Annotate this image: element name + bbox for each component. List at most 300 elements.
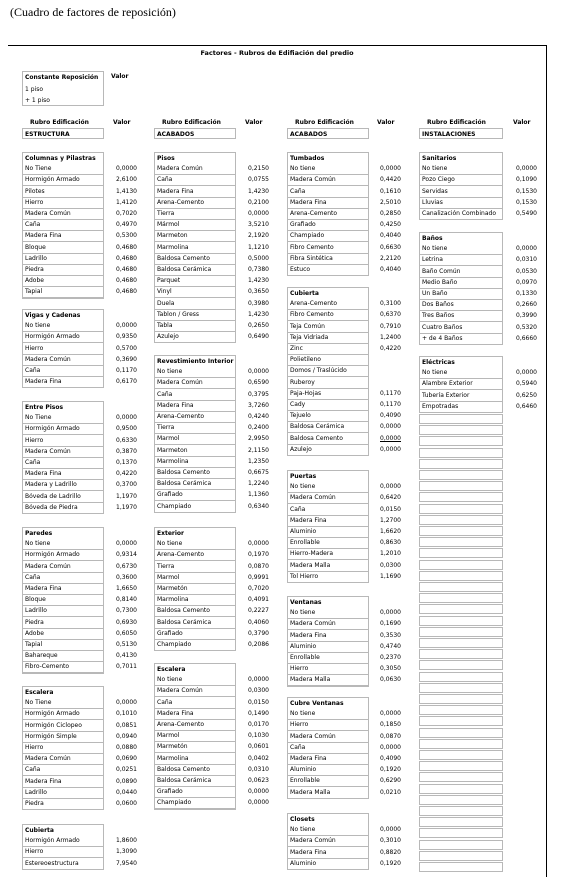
factor-value: 0,4240	[248, 413, 269, 420]
factor-value: 0,4040	[380, 266, 401, 273]
factor-name: Empotradas	[422, 403, 459, 410]
factor-value: 0,0170	[248, 721, 269, 728]
factor-row	[288, 411, 368, 422]
factor-name: Caña	[25, 766, 41, 773]
factor-row	[23, 765, 103, 776]
factor-row	[155, 446, 235, 457]
factor-name: Bóveda de Piedra	[25, 504, 78, 511]
factor-row	[288, 445, 368, 456]
empty-cell	[419, 840, 503, 850]
factor-value: 0,4740	[380, 643, 401, 650]
factor-value: 0,0310	[516, 256, 537, 263]
factor-value: 0,2227	[248, 607, 269, 614]
factor-name: Madera Común	[290, 494, 336, 501]
factor-name: Ladrillo	[25, 255, 47, 262]
factor-row	[155, 798, 235, 809]
factor-row	[155, 618, 235, 629]
factor-row	[23, 243, 103, 254]
factor-row	[155, 310, 235, 321]
factor-name: Madera Fina	[25, 232, 62, 239]
factor-row	[155, 412, 235, 423]
factor-value: 0,7910	[380, 323, 401, 330]
factor-name: No tiene	[25, 322, 51, 329]
factor-value: 0,0000	[380, 165, 401, 172]
factor-row	[288, 549, 368, 560]
section-title: Puertas	[290, 473, 317, 480]
constante-reposicion-box	[22, 71, 104, 106]
factor-value: 1,6650	[116, 585, 137, 592]
factor-value: 0,9991	[248, 574, 269, 581]
factor-name: Hierro	[290, 721, 309, 728]
factor-value: 0,4680	[116, 244, 137, 251]
factor-row	[155, 434, 235, 445]
factor-name: Grafiado	[157, 491, 183, 498]
factor-name: Champiado	[290, 232, 325, 239]
factor-value: 1,1970	[116, 504, 137, 511]
factor-name: Baldosa Cerámica	[157, 266, 212, 273]
factor-value: 0,7011	[116, 663, 137, 670]
factor-value: 0,1920	[380, 766, 401, 773]
factor-row	[288, 344, 368, 355]
factor-row	[155, 479, 235, 490]
empty-cell	[419, 627, 503, 637]
factor-name: Aluminio	[290, 528, 317, 535]
factor-value: 1,2700	[380, 517, 401, 524]
factor-row	[288, 198, 368, 209]
factor-name: Madera Común	[157, 379, 203, 386]
factor-row	[23, 492, 103, 503]
factor-value: 0,0000	[116, 322, 137, 329]
factor-value: 3,7260	[248, 402, 269, 409]
factor-name: Madera Común	[25, 563, 71, 570]
factor-name: Madera Común	[157, 165, 203, 172]
factor-value: 0,6250	[516, 392, 537, 399]
factor-name: Dos Baños	[422, 301, 454, 308]
factor-value: 0,1370	[116, 459, 137, 466]
factor-name: Hormigón Armado	[25, 551, 80, 558]
factor-value: 0,0890	[116, 778, 137, 785]
column-header-rubro: Rubro Edificación	[427, 119, 486, 126]
factor-name: Madera Común	[25, 356, 71, 363]
factor-name: Tierra	[157, 563, 175, 570]
factor-row	[155, 709, 235, 720]
factor-row	[288, 675, 368, 686]
factor-name: Caña	[290, 188, 306, 195]
factor-row	[155, 175, 235, 186]
factor-row	[288, 187, 368, 198]
factor-row	[420, 391, 502, 402]
factor-row	[155, 198, 235, 209]
factor-value: 1,1970	[116, 493, 137, 500]
section-box	[22, 527, 104, 674]
factor-value: 0,3870	[116, 448, 137, 455]
factor-row	[288, 608, 368, 619]
factor-row	[23, 847, 103, 858]
section-title: Cubierta	[290, 290, 319, 297]
factor-value: 1,4130	[116, 188, 137, 195]
factor-value: 0,2850	[380, 210, 401, 217]
factor-value: 7,9540	[116, 860, 137, 867]
factor-row	[155, 550, 235, 561]
factor-value: 0,5940	[516, 380, 537, 387]
factor-row	[155, 765, 235, 776]
factor-value: 1,1210	[248, 244, 269, 251]
factor-row	[155, 254, 235, 265]
factor-value	[369, 354, 401, 365]
factor-value: 0,1920	[380, 860, 401, 867]
section-box	[419, 356, 503, 413]
factor-name: Tabla	[157, 322, 173, 329]
factor-value: 0,1170	[380, 401, 401, 408]
constante-row: + 1 piso	[25, 97, 50, 104]
factor-name: Aluminio	[290, 766, 317, 773]
factor-row	[23, 743, 103, 754]
factor-row	[23, 562, 103, 573]
factor-row	[23, 344, 103, 355]
section-box	[287, 470, 369, 583]
section-box	[287, 813, 369, 870]
factor-row	[23, 651, 103, 662]
factor-value: 0,0600	[116, 800, 137, 807]
section-box	[287, 152, 369, 276]
factor-name: Azulejo	[157, 333, 179, 340]
factor-row	[23, 413, 103, 424]
factor-value: 0,7020	[248, 585, 269, 592]
section-title: Paredes	[25, 530, 53, 537]
factor-value: 0,4220	[116, 470, 137, 477]
factor-value: 0,8140	[116, 596, 137, 603]
factor-name: Marmolina	[157, 244, 189, 251]
factor-row	[23, 187, 103, 198]
factor-name: Madera Malla	[290, 676, 331, 683]
factor-value: 0,0000	[380, 609, 401, 616]
factor-name: Enrollable	[290, 539, 320, 546]
factor-value: 0,6420	[380, 494, 401, 501]
factor-value: 0,9314	[116, 551, 137, 558]
factor-row	[23, 175, 103, 186]
factor-value: 0,0000	[380, 483, 401, 490]
section-title: Columnas y Pilastras	[25, 155, 96, 162]
factor-value: 0,3690	[116, 356, 137, 363]
factor-row	[288, 664, 368, 675]
factor-value: 0,0000	[380, 446, 401, 453]
factor-value: 0,4060	[248, 619, 269, 626]
factor-row	[155, 220, 235, 231]
factor-value: 0,5130	[116, 641, 137, 648]
factor-row	[155, 378, 235, 389]
empty-cell	[419, 470, 503, 480]
section-title: Exterior	[157, 530, 185, 537]
factor-row	[155, 562, 235, 573]
factor-name: Azulejo	[290, 446, 312, 453]
factor-name: Hierro	[25, 437, 44, 444]
factor-row	[288, 572, 368, 583]
factor-value: 0,5300	[116, 232, 137, 239]
factor-value: 0,6340	[248, 503, 269, 510]
factor-name: Tierra	[157, 210, 175, 217]
factor-name: Ruberoy	[290, 379, 315, 386]
factor-name: Baldosa Cerámica	[290, 423, 345, 430]
factor-value: 0,0210	[380, 789, 401, 796]
factor-name: Hormigón Armado	[25, 425, 80, 432]
section-title: Cubre Ventanas	[290, 700, 344, 707]
factor-row	[288, 538, 368, 549]
factor-value: 0,6675	[248, 469, 269, 476]
factor-name: Baldosa Cerámica	[157, 777, 212, 784]
factor-name: Madera Fina	[157, 402, 194, 409]
factor-name: Bloque	[25, 244, 46, 251]
section-box	[154, 152, 236, 343]
factor-row	[288, 482, 368, 493]
factor-name: Medio Baño	[422, 279, 458, 286]
factor-value: 0,0440	[116, 789, 137, 796]
factor-name: Madera Común	[25, 755, 71, 762]
factor-name: Tierra	[157, 424, 175, 431]
factor-value: 2,1920	[248, 232, 269, 239]
factor-row	[420, 289, 502, 300]
factor-row	[155, 490, 235, 501]
section-title: Escalera	[157, 666, 186, 673]
empty-cell	[419, 571, 503, 581]
factor-row	[23, 209, 103, 220]
factor-row	[23, 662, 103, 673]
factor-row	[155, 423, 235, 434]
empty-cell	[419, 795, 503, 805]
factor-row	[23, 584, 103, 595]
factor-value: 0,9500	[116, 425, 137, 432]
factor-name: Canalización Combinado	[422, 210, 496, 217]
factor-name: Teja Común	[290, 323, 325, 330]
factor-row	[288, 561, 368, 572]
factor-row	[155, 675, 235, 686]
factor-name: Ladrillo	[25, 607, 47, 614]
section-title: Eléctricas	[422, 359, 455, 366]
factor-name: Madera Fina	[290, 199, 327, 206]
factor-row	[23, 836, 103, 847]
factor-value: 1,4230	[248, 188, 269, 195]
empty-cell	[419, 414, 503, 424]
empty-cell	[419, 716, 503, 726]
factor-name: Baldosa Cerámica	[157, 619, 212, 626]
factor-row	[288, 732, 368, 743]
empty-cell	[419, 515, 503, 525]
factor-row	[23, 859, 103, 870]
factor-name: No tiene	[422, 245, 448, 252]
factor-value: 0,8820	[380, 849, 401, 856]
column-header-valor: Valor	[513, 119, 531, 126]
factor-name: Marmeton	[157, 447, 188, 454]
factor-value: 0,2660	[516, 301, 537, 308]
factor-value: 0,7300	[116, 607, 137, 614]
factor-value: 0,2100	[248, 199, 269, 206]
factor-value: 0,4090	[380, 755, 401, 762]
factor-value: 0,0000	[380, 423, 401, 430]
factor-name: Baldosa Cemento	[290, 435, 343, 442]
factor-row	[23, 447, 103, 458]
factor-value: 0,1970	[248, 551, 269, 558]
factor-name: Fibro Cemento	[290, 311, 334, 318]
factor-value: 0,0000	[516, 369, 537, 376]
factor-row	[23, 355, 103, 366]
factor-value: 0,1030	[248, 732, 269, 739]
section-title: Baños	[422, 235, 443, 242]
empty-cell	[419, 750, 503, 760]
factor-name: Caña	[290, 744, 306, 751]
factor-row	[420, 209, 502, 220]
factor-row	[23, 709, 103, 720]
factor-name: Baldosa Cemento	[157, 469, 210, 476]
empty-cell	[419, 862, 503, 872]
factor-value: 0,0000	[248, 540, 269, 547]
factor-name: Pilotes	[25, 188, 45, 195]
factor-row	[288, 322, 368, 333]
factor-value: 0,0940	[116, 733, 137, 740]
factor-value: 0,1170	[380, 390, 401, 397]
factor-row	[288, 265, 368, 276]
factor-name: Bahareque	[25, 652, 58, 659]
factor-value: 0,3530	[380, 632, 401, 639]
factor-value: 0,4040	[380, 232, 401, 239]
factor-row	[155, 539, 235, 550]
factor-name: Grafiado	[290, 221, 316, 228]
factor-row	[288, 765, 368, 776]
factor-value: 0,0150	[248, 699, 269, 706]
factor-row	[23, 640, 103, 651]
factor-name: Hierro	[25, 345, 44, 352]
factor-name: Arena-Cemento	[290, 210, 338, 217]
factor-name: Fibra Sintética	[290, 255, 333, 262]
empty-cell	[419, 683, 503, 693]
factor-value: 1,8600	[116, 837, 137, 844]
factor-name: Hormigón Armado	[25, 333, 80, 340]
factor-name: Champiado	[157, 799, 192, 806]
factor-row	[288, 209, 368, 220]
factor-value: 0,0402	[248, 755, 269, 762]
factor-name: Arena-Cemento	[157, 551, 205, 558]
factor-name: Caña	[157, 699, 173, 706]
factor-row	[23, 436, 103, 447]
factor-row	[288, 243, 368, 254]
factor-name: Caña	[25, 574, 41, 581]
factor-row	[23, 721, 103, 732]
table-title: Factores - Rubros de Edifiación del predio	[200, 49, 354, 57]
factor-row	[23, 377, 103, 388]
factor-row	[420, 323, 502, 334]
constante-header: Constante Reposición	[25, 74, 99, 81]
factor-row	[288, 164, 368, 175]
factor-value: 0,2150	[248, 165, 269, 172]
section-box	[22, 401, 104, 514]
factor-row	[23, 629, 103, 640]
factor-value: 0,5490	[516, 210, 537, 217]
factor-value: 0,5000	[248, 255, 269, 262]
factor-row	[155, 754, 235, 765]
factor-row	[155, 686, 235, 697]
factor-value: 0,0630	[380, 676, 401, 683]
factor-value: 0,0755	[248, 176, 269, 183]
factor-value: 1,1690	[380, 573, 401, 580]
factor-row	[155, 468, 235, 479]
factor-name: No tiene	[290, 483, 316, 490]
factor-row	[155, 606, 235, 617]
factor-row	[155, 595, 235, 606]
factor-name: Madera y Ladrillo	[25, 481, 77, 488]
factor-value: 0,6730	[116, 563, 137, 570]
factor-value: 0,7020	[116, 210, 137, 217]
factor-row	[155, 287, 235, 298]
empty-cell	[419, 582, 503, 592]
factor-name: No tiene	[422, 165, 448, 172]
factor-row	[155, 187, 235, 198]
factor-row	[155, 276, 235, 287]
empty-cell	[419, 526, 503, 536]
factor-row	[23, 754, 103, 765]
empty-cell	[419, 481, 503, 491]
factor-value: 0,3990	[516, 312, 537, 319]
section-title: Revestimiento Interior	[157, 358, 234, 365]
factor-row	[420, 175, 502, 186]
section-box	[154, 663, 236, 810]
factor-row	[23, 799, 103, 810]
factor-name: Hormigón Simple	[25, 733, 77, 740]
factor-name: Madera Común	[290, 176, 336, 183]
factor-value: 0,1530	[516, 199, 537, 206]
empty-cell	[419, 828, 503, 838]
factor-value: 0,5320	[516, 324, 537, 331]
column-title: ACABADOS	[154, 128, 236, 139]
constante-value-header: Valor	[111, 73, 129, 80]
factor-row	[155, 457, 235, 468]
factor-row	[288, 653, 368, 664]
factor-value: 0,0000	[516, 245, 537, 252]
factor-row	[155, 401, 235, 412]
factor-row	[155, 265, 235, 276]
factor-name: Madera Común	[290, 837, 336, 844]
empty-cell	[419, 694, 503, 704]
factor-name: Estereoestructura	[25, 860, 79, 867]
factor-name: Hierro	[25, 199, 44, 206]
factor-name: Caña	[290, 506, 306, 513]
factor-value: 0,3700	[116, 481, 137, 488]
factor-name: Enrollable	[290, 777, 320, 784]
column-header-valor: Valor	[377, 119, 395, 126]
factor-name: Hormigón Armado	[25, 710, 80, 717]
empty-cell	[419, 817, 503, 827]
factor-name: Champiado	[157, 503, 192, 510]
factor-name: Domos / Traslúcido	[290, 367, 347, 374]
factor-value: 0,4680	[116, 277, 137, 284]
section-box	[22, 686, 104, 810]
factor-value: 0,1530	[516, 188, 537, 195]
factor-value: 0,0000	[248, 788, 269, 795]
empty-cell	[419, 537, 503, 547]
factor-row	[420, 198, 502, 209]
factor-row	[288, 422, 368, 433]
factor-row	[288, 527, 368, 538]
factor-row	[155, 209, 235, 220]
factor-row	[288, 743, 368, 754]
factor-value: 0,4970	[116, 221, 137, 228]
factor-row	[23, 231, 103, 242]
factor-value: 1,2010	[380, 550, 401, 557]
empty-cell	[419, 504, 503, 514]
factor-name: Grafiado	[157, 788, 183, 795]
factor-value: 0,2086	[248, 641, 269, 648]
factor-row	[155, 502, 235, 513]
factor-row	[420, 311, 502, 322]
factor-row	[155, 231, 235, 242]
empty-cell	[419, 638, 503, 648]
